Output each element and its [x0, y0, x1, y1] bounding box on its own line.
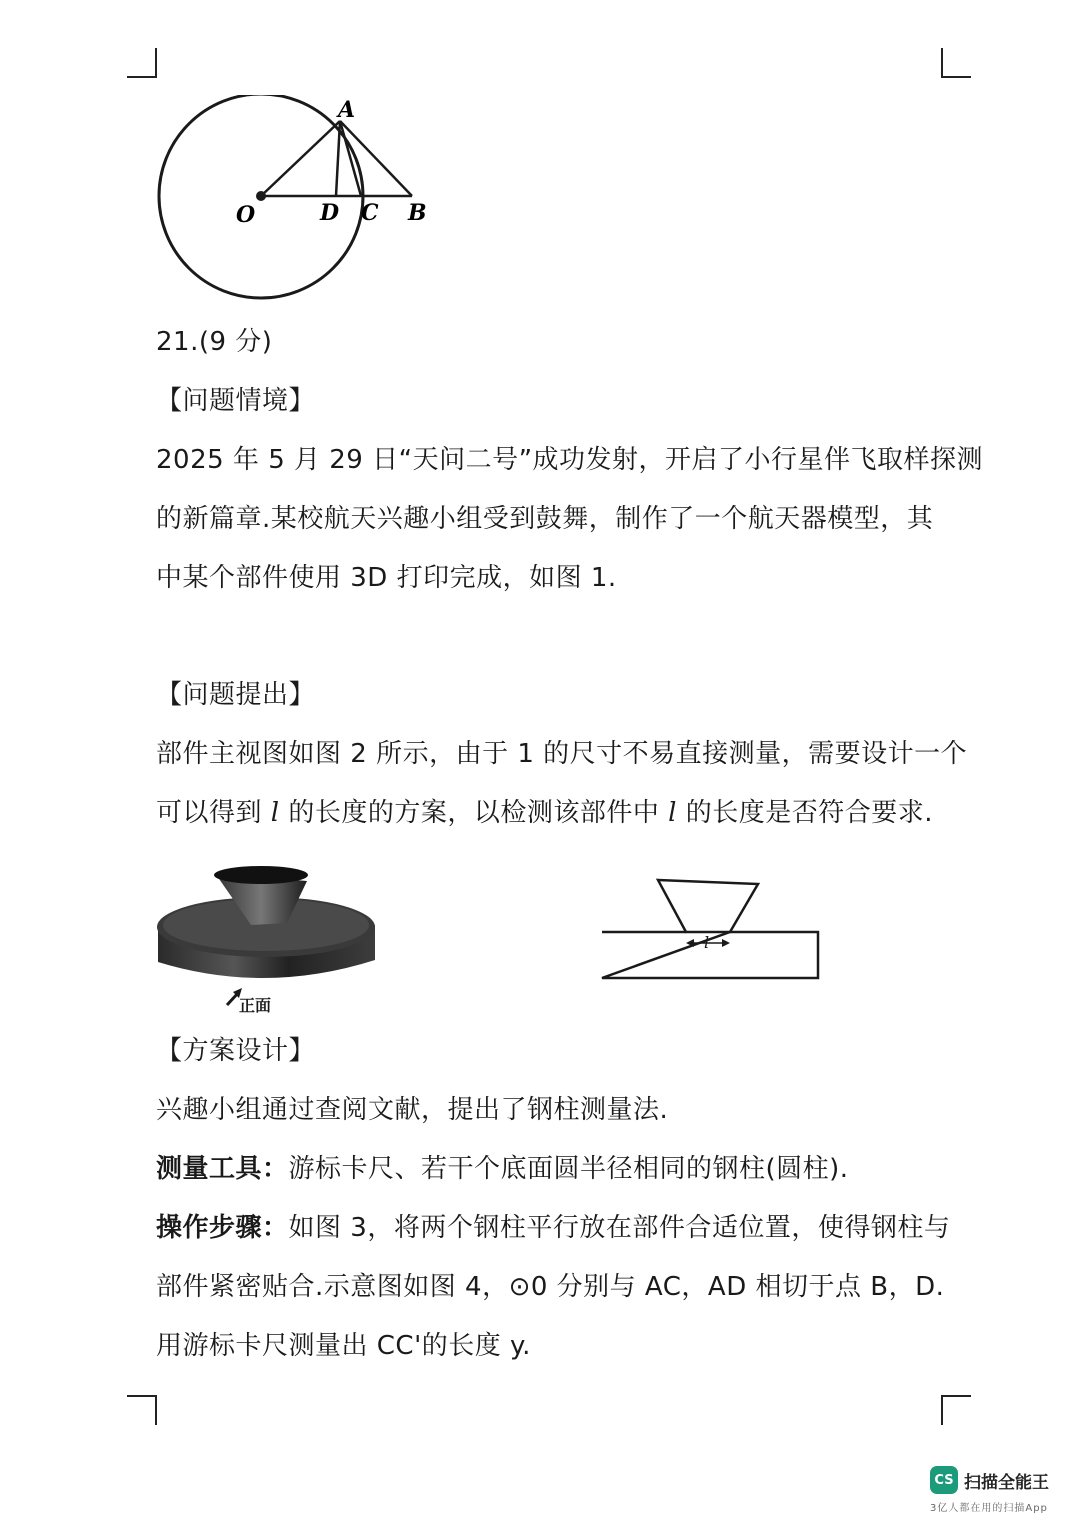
line-oa: [261, 121, 340, 196]
section-title-design: 【方案设计】: [156, 1036, 316, 1066]
front-view-base: [602, 932, 818, 978]
label-d: D: [320, 200, 340, 226]
variable-l: l: [270, 798, 280, 828]
dimension-arrow-right: [722, 939, 730, 947]
point-o: [256, 191, 266, 201]
camscanner-logo-icon: CS: [930, 1466, 958, 1494]
line-ad: [336, 121, 340, 196]
steps-line-3: 用游标卡尺测量出 CC'的长度 y.: [156, 1331, 531, 1361]
label-a: A: [338, 97, 356, 123]
steps-line-2: 部件紧密贴合.示意图如图 4，⊙0 分别与 AC，AD 相切于点 B，D.: [156, 1272, 945, 1302]
situation-line-2: 的新篇章.某校航天兴趣小组受到鼓舞，制作了一个航天器模型，其: [156, 504, 934, 534]
question-number: 21.(9 分): [156, 327, 273, 357]
design-line-1: 兴趣小组通过查阅文献，提出了钢柱测量法.: [156, 1095, 669, 1125]
front-view-figure: [598, 875, 823, 1015]
tools-text: 游标卡尺、若干个底面圆半径相同的钢柱(圆柱).: [288, 1154, 849, 1184]
front-view-trapezoid: [658, 880, 758, 932]
scanner-watermark: [930, 1466, 1060, 1514]
section-title-situation: 【问题情境】: [156, 386, 316, 416]
corner-mark-bottom-left: [127, 1395, 157, 1425]
situation-line-3: 中某个部件使用 3D 打印完成，如图 1.: [156, 563, 617, 593]
variable-l: l: [668, 798, 677, 828]
steps-line-1: [156, 1210, 950, 1246]
label-c: C: [361, 200, 379, 226]
corner-mark-top-left: [127, 48, 157, 78]
problem-line-2-part-c: 的长度是否符合要求.: [676, 798, 933, 828]
dimension-label-l: l: [704, 933, 710, 952]
part-photo-figure: [155, 855, 385, 1020]
corner-mark-top-right: [941, 48, 971, 78]
steps-label: 操作步骤：: [156, 1213, 289, 1243]
watermark-tagline: 3亿人都在用的扫描App: [930, 1503, 1048, 1514]
problem-line-2-part-b: 的长度的方案，以检测该部件中: [279, 798, 669, 828]
circle-tangent-figure: [150, 95, 450, 305]
front-label: 正面: [239, 996, 272, 1015]
cone-top-rim: [214, 866, 308, 884]
steps-text-1: 如图 3，将两个钢柱平行放在部件合适位置，使得钢柱与: [288, 1213, 951, 1243]
tools-line: [156, 1151, 849, 1187]
watermark-app-name: 扫描全能王: [964, 1473, 1049, 1493]
label-o: O: [236, 202, 256, 228]
problem-line-2-part-a: 可以得到: [156, 798, 271, 828]
label-b: B: [408, 200, 427, 226]
problem-line-1: 部件主视图如图 2 所示，由于 1 的尺寸不易直接测量，需要设计一个: [156, 739, 968, 769]
problem-line-2: [156, 795, 933, 831]
tools-label: 测量工具：: [156, 1154, 289, 1184]
situation-line-1: 2025 年 5 月 29 日“天问二号”成功发射，开启了小行星伴飞取样探测: [156, 445, 984, 475]
section-title-problem: 【问题提出】: [156, 680, 316, 710]
corner-mark-bottom-right: [941, 1395, 971, 1425]
